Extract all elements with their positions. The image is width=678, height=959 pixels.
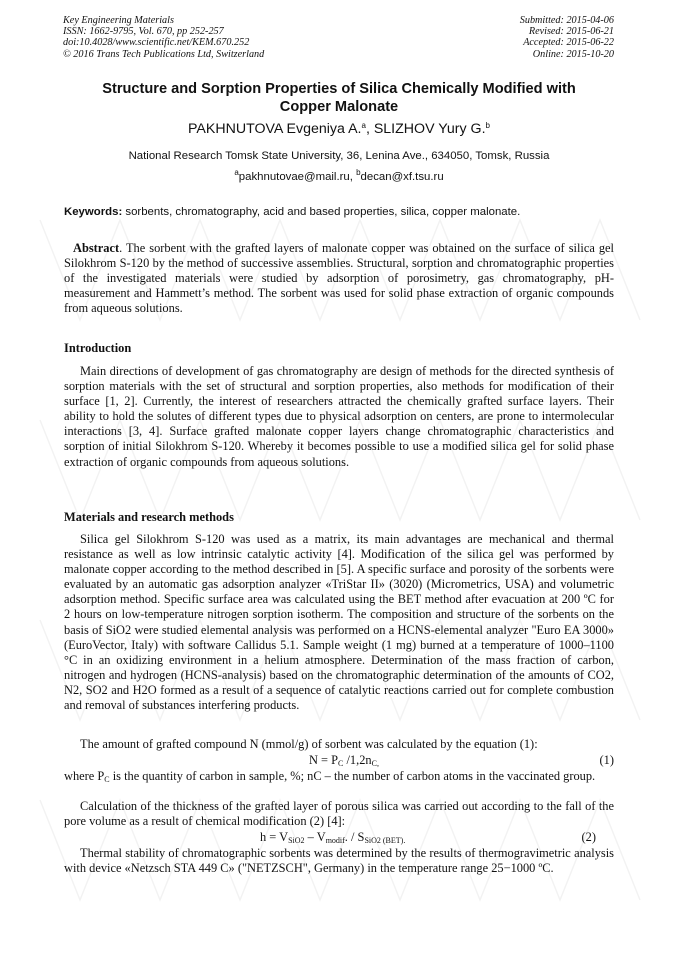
methods-p4-text: Calculation of the thickness of the grafted layer of porous silica was carried out according to the fall of the pore volume as a result of chemical modification (2) [4]: <box>64 799 614 829</box>
eq2-sub2: modif <box>325 836 345 845</box>
email-2[interactable]: decan@xf.tsu.ru <box>360 171 444 183</box>
header-dates <box>520 15 614 60</box>
title-line-1: Structure and Sorption Properties of Silica Chemically Modified with <box>102 81 576 97</box>
methods-paragraph-2 <box>64 737 614 752</box>
equation-1-body <box>309 753 379 768</box>
author-separator: , <box>365 121 374 137</box>
abstract-label: Abstract <box>73 241 120 255</box>
eq1-sub1: C <box>338 759 344 768</box>
keywords <box>64 205 624 219</box>
paper-title <box>64 81 614 116</box>
methods-p5-text: Thermal stability of chromatographic sorbents was determined by the results of thermogravimetric analysis with device «Netzsch STA 449 C» ("NETZSCH", Germany) in the temperature range 25−1000 ºC. <box>64 846 614 876</box>
author-emails <box>64 170 614 184</box>
authors <box>64 120 614 138</box>
copyright: © 2016 Trans Tech Publications Ltd, Switzerland <box>63 48 265 60</box>
affiliation: National Research Tomsk State University, 36, Lenina Ave., 634050, Tomsk, Russia <box>128 150 550 162</box>
introduction-heading: Introduction <box>64 341 132 355</box>
methods-p2-text: The amount of grafted compound N (mmol/g) of sorbent was calculated by the equation (1): <box>80 737 538 751</box>
equation-2-body <box>260 830 405 845</box>
doi: doi:10.4028/www.scientific.net/KEM.670.252 <box>63 37 250 49</box>
equation-2-number: (2) <box>581 830 596 844</box>
journal-name: Key Engineering Materials <box>63 15 174 26</box>
methods-paragraph-5 <box>64 846 614 876</box>
eq1-lhs: N = P <box>309 753 339 767</box>
methods-paragraph-3 <box>64 769 614 784</box>
issn: ISSN: 1662-9795, Vol. 670, pp 252-257 <box>63 26 224 38</box>
keywords-text: sorbents, chromatography, acid and based properties, silica, copper malonate. <box>122 206 521 218</box>
email-2-sup: b <box>356 168 361 177</box>
submitted-date: Submitted: 2015-04-06 <box>519 15 614 26</box>
online-date: Online: 2015-10-20 <box>532 48 614 60</box>
eq2-mid2: . / S <box>344 830 365 844</box>
email-1-sup: a <box>234 168 239 177</box>
author-1-sup: a <box>361 121 366 130</box>
keywords-label: Keywords: <box>64 206 123 218</box>
methods-paragraph-1 <box>64 532 614 713</box>
eq2-sub1: SiO2 <box>288 836 305 845</box>
eq2-lhs: h = V <box>260 830 289 844</box>
methods-heading: Materials and research methods <box>64 510 234 524</box>
header-publication-info <box>63 15 264 60</box>
methods-p1-text: Silica gel Silokhrom S-120 was used as a matrix, its main advantages are mechanical and thermal resistance as well as low intrinsic catalytic activity [4]. Modification of the silica gel was performed by malonate copper according to the method described in [5]. A specific surface and porosity of the sorbents were evaluated by an automatic gas adsorption analyzer «TriStar II» (3020) (Micrometrics, USA) and volumetric adsorption method. Specific surface area was calculated using the BET method after evacuation at 200 ºC for 2 hours on low-temperature nitrogen sorption isotherm. The composition and structure of the sorbents on the basis of SiO2 were studied elemental analysis was performed on a HCNS-elemental analyzer "Euro EA 3000» (EuroVector, Italy) with software Callidus 5.1. Sample weight (1 mg) burned at a temperature of 1000–1100 °C in an oxidizing environment in a helium atmosphere. Determination of the mass fraction of carbon, nitrogen and hydrogen (HCNS-analysis) based on the chromatographic determination of the amounts of CO2, N2, SO2 and H2O formed as a result of a sequence of catalytic reactions carried out for complete combustion and removal of substances interfering products. <box>64 532 614 713</box>
eq1-sub2: C, <box>371 759 379 768</box>
methods-paragraph-4 <box>64 799 614 829</box>
eq2-mid1: – V <box>304 830 326 844</box>
title-line-2: Copper Malonate <box>279 98 399 115</box>
p3-a: where P <box>64 769 105 783</box>
eq2-sub3: SiO2 (BET). <box>364 836 406 845</box>
author-2-sup: b <box>485 121 490 130</box>
revised-date: Revised: 2015-06-21 <box>528 26 614 38</box>
abstract <box>64 241 614 316</box>
author-2: SLIZHOV Yury G. <box>373 121 486 137</box>
introduction-text: Main directions of development of gas chromatography are design of methods for the directed synthesis of sorption materials with the set of structural and sorption properties, also methods for modification of their surface [1, 2]. Currently, the interest of researchers attracted the chemically grafted surface layers. Their ability to hold the solutes of different types due to physical adsorption on centers, are prone to intermolecular interactions [3, 4]. Surface grafted malonate copper layers change chromatographic characteristics and sorption of initial Silokhrom S-120. Whereby it becomes possible to use a modified silica gel for solid phase extraction of organic compounds from aqueous solutions. <box>64 364 614 469</box>
email-1[interactable]: pakhnutovae@mail.ru, <box>238 171 357 183</box>
introduction-paragraph <box>64 364 614 470</box>
equation-1-number: (1) <box>599 753 614 767</box>
abstract-text: . The sorbent with the grafted layers of malonate copper was obtained on the surface of silica gel Silokhrom S-120 by the method of successive assemblies. Structural, sorption and chromatographic properties of the investigated materials were studied by adsorption of porosimetry, gas chromatography, pH-measurement and Hammett’s method. The sorbent was used for solid phase extraction of organic compounds from aqueous solutions. <box>64 241 614 316</box>
eq1-mid: /1,2n <box>343 753 372 767</box>
accepted-date: Accepted: 2015-06-22 <box>523 37 614 49</box>
p3-sub: C <box>104 775 110 784</box>
p3-b: is the quantity of carbon in sample, %; nC – the number of carbon atoms in the vaccinated group. <box>109 769 596 783</box>
author-1: PAKHNUTOVA Evgeniya A. <box>188 121 362 137</box>
